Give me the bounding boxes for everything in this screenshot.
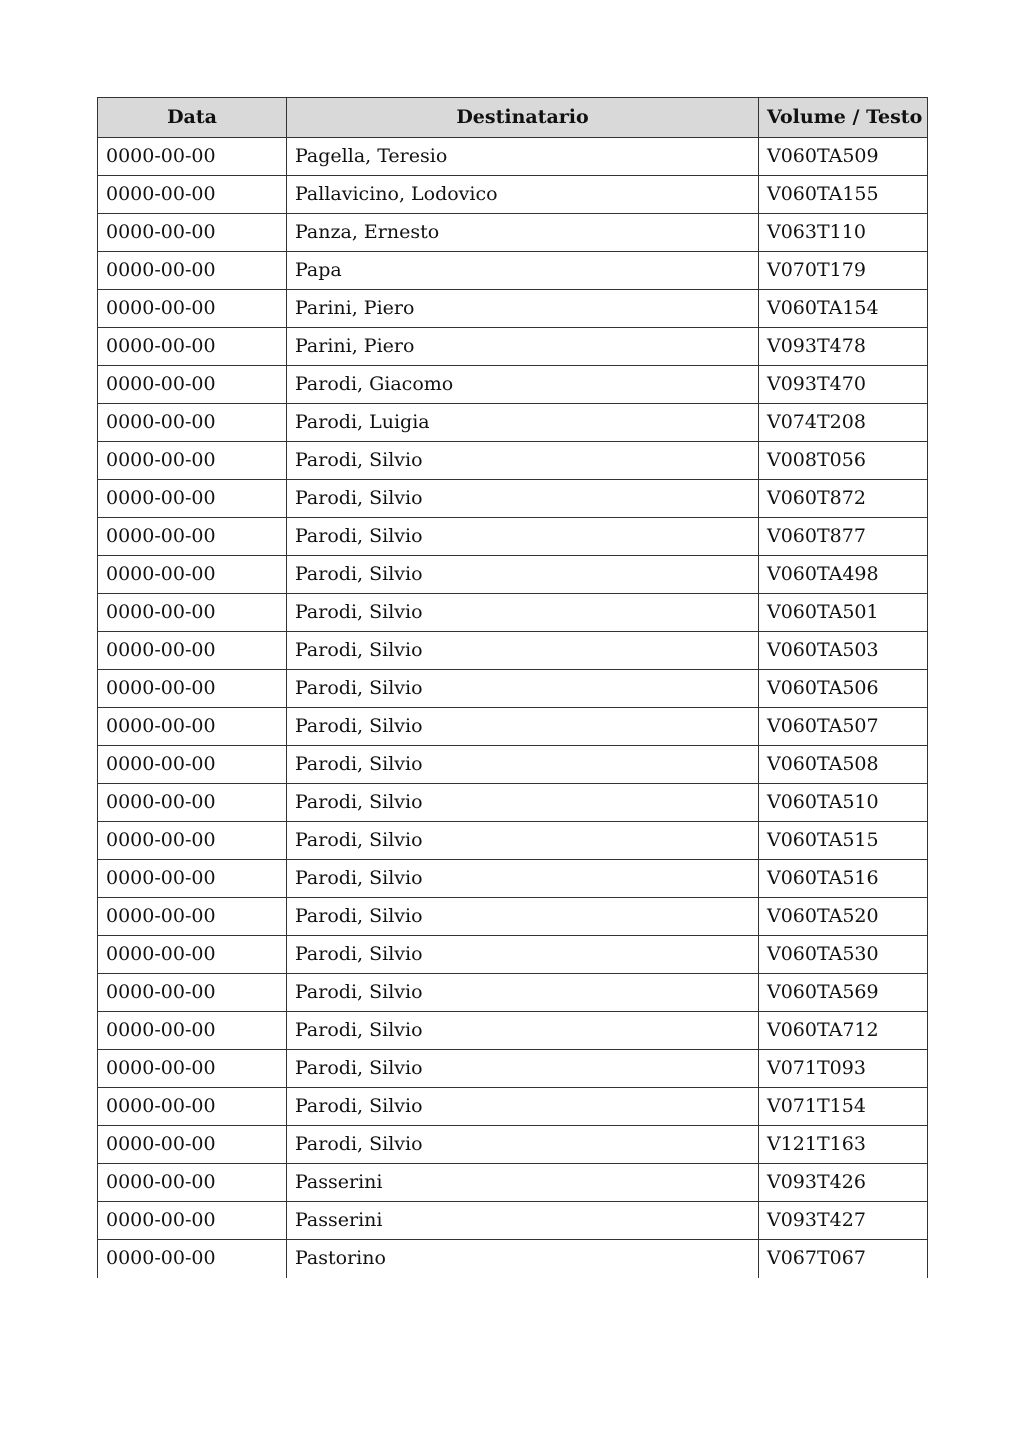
cell-date: 0000-00-00 xyxy=(98,974,287,1012)
table-row xyxy=(98,670,928,708)
table-row xyxy=(98,1202,928,1240)
table-row xyxy=(98,898,928,936)
cell-recipient: Passerini xyxy=(287,1202,759,1240)
table-header xyxy=(98,98,928,138)
table-row xyxy=(98,1240,928,1278)
cell-recipient: Parodi, Silvio xyxy=(287,784,759,822)
table-row xyxy=(98,822,928,860)
cell-volume: V060TA507 xyxy=(759,708,928,746)
table-row xyxy=(98,784,928,822)
cell-volume: V060TA520 xyxy=(759,898,928,936)
header-row xyxy=(98,98,928,138)
cell-date: 0000-00-00 xyxy=(98,442,287,480)
cell-date: 0000-00-00 xyxy=(98,1012,287,1050)
cell-volume: V071T154 xyxy=(759,1088,928,1126)
cell-date: 0000-00-00 xyxy=(98,1050,287,1088)
header-recipient: Destinatario xyxy=(287,98,759,138)
cell-volume: V074T208 xyxy=(759,404,928,442)
cell-volume: V093T478 xyxy=(759,328,928,366)
cell-recipient: Parodi, Luigia xyxy=(287,404,759,442)
cell-date: 0000-00-00 xyxy=(98,670,287,708)
cell-volume: V060TA498 xyxy=(759,556,928,594)
table-row xyxy=(98,138,928,176)
cell-date: 0000-00-00 xyxy=(98,1202,287,1240)
cell-volume: V060T872 xyxy=(759,480,928,518)
cell-volume: V060TA509 xyxy=(759,138,928,176)
cell-date: 0000-00-00 xyxy=(98,632,287,670)
cell-recipient: Parodi, Silvio xyxy=(287,442,759,480)
cell-volume: V060TA503 xyxy=(759,632,928,670)
table-row xyxy=(98,1012,928,1050)
cell-recipient: Pallavicino, Lodovico xyxy=(287,176,759,214)
cell-volume: V071T093 xyxy=(759,1050,928,1088)
cell-volume: V063T110 xyxy=(759,214,928,252)
cell-recipient: Parodi, Giacomo xyxy=(287,366,759,404)
cell-date: 0000-00-00 xyxy=(98,214,287,252)
cell-recipient: Parini, Piero xyxy=(287,290,759,328)
cell-recipient: Parodi, Silvio xyxy=(287,1088,759,1126)
cell-date: 0000-00-00 xyxy=(98,1088,287,1126)
cell-volume: V060TA506 xyxy=(759,670,928,708)
cell-recipient: Parodi, Silvio xyxy=(287,746,759,784)
table-row xyxy=(98,746,928,784)
table-row xyxy=(98,290,928,328)
cell-recipient: Parini, Piero xyxy=(287,328,759,366)
letters-register-table xyxy=(97,97,928,1278)
table-row xyxy=(98,214,928,252)
cell-volume: V060TA155 xyxy=(759,176,928,214)
table-row xyxy=(98,176,928,214)
table-row xyxy=(98,252,928,290)
cell-volume: V060TA712 xyxy=(759,1012,928,1050)
cell-date: 0000-00-00 xyxy=(98,746,287,784)
cell-date: 0000-00-00 xyxy=(98,252,287,290)
table-row xyxy=(98,442,928,480)
cell-volume: V060TA510 xyxy=(759,784,928,822)
cell-recipient: Passerini xyxy=(287,1164,759,1202)
cell-recipient: Parodi, Silvio xyxy=(287,632,759,670)
cell-date: 0000-00-00 xyxy=(98,1240,287,1278)
cell-date: 0000-00-00 xyxy=(98,708,287,746)
table-row xyxy=(98,974,928,1012)
cell-recipient: Parodi, Silvio xyxy=(287,898,759,936)
cell-date: 0000-00-00 xyxy=(98,936,287,974)
table-row xyxy=(98,556,928,594)
table-row xyxy=(98,1164,928,1202)
table-row xyxy=(98,518,928,556)
cell-date: 0000-00-00 xyxy=(98,176,287,214)
cell-volume: V060TA515 xyxy=(759,822,928,860)
cell-volume: V060TA508 xyxy=(759,746,928,784)
table-row xyxy=(98,366,928,404)
cell-date: 0000-00-00 xyxy=(98,480,287,518)
cell-date: 0000-00-00 xyxy=(98,138,287,176)
cell-recipient: Parodi, Silvio xyxy=(287,594,759,632)
cell-volume: V008T056 xyxy=(759,442,928,480)
table-row xyxy=(98,632,928,670)
cell-recipient: Parodi, Silvio xyxy=(287,518,759,556)
cell-date: 0000-00-00 xyxy=(98,328,287,366)
cell-date: 0000-00-00 xyxy=(98,366,287,404)
cell-volume: V060TA516 xyxy=(759,860,928,898)
table-row xyxy=(98,1050,928,1088)
cell-volume: V093T426 xyxy=(759,1164,928,1202)
cell-volume: V060TA569 xyxy=(759,974,928,1012)
cell-recipient: Parodi, Silvio xyxy=(287,822,759,860)
cell-volume: V093T470 xyxy=(759,366,928,404)
cell-date: 0000-00-00 xyxy=(98,290,287,328)
table-row xyxy=(98,594,928,632)
table-row xyxy=(98,936,928,974)
cell-recipient: Parodi, Silvio xyxy=(287,708,759,746)
cell-volume: V121T163 xyxy=(759,1126,928,1164)
table-row xyxy=(98,1088,928,1126)
table-row xyxy=(98,404,928,442)
cell-recipient: Papa xyxy=(287,252,759,290)
cell-date: 0000-00-00 xyxy=(98,822,287,860)
cell-recipient: Parodi, Silvio xyxy=(287,480,759,518)
cell-recipient: Parodi, Silvio xyxy=(287,670,759,708)
table-row xyxy=(98,328,928,366)
cell-recipient: Parodi, Silvio xyxy=(287,556,759,594)
cell-recipient: Parodi, Silvio xyxy=(287,936,759,974)
cell-recipient: Parodi, Silvio xyxy=(287,1012,759,1050)
table-row xyxy=(98,708,928,746)
table-row xyxy=(98,480,928,518)
table-row xyxy=(98,1126,928,1164)
cell-date: 0000-00-00 xyxy=(98,898,287,936)
cell-date: 0000-00-00 xyxy=(98,594,287,632)
cell-date: 0000-00-00 xyxy=(98,404,287,442)
cell-recipient: Parodi, Silvio xyxy=(287,974,759,1012)
table-row xyxy=(98,860,928,898)
cell-recipient: Parodi, Silvio xyxy=(287,860,759,898)
cell-date: 0000-00-00 xyxy=(98,556,287,594)
cell-date: 0000-00-00 xyxy=(98,1164,287,1202)
cell-volume: V060T877 xyxy=(759,518,928,556)
cell-date: 0000-00-00 xyxy=(98,784,287,822)
cell-recipient: Parodi, Silvio xyxy=(287,1126,759,1164)
cell-volume: V070T179 xyxy=(759,252,928,290)
cell-recipient: Panza, Ernesto xyxy=(287,214,759,252)
cell-recipient: Pastorino xyxy=(287,1240,759,1278)
header-date: Data xyxy=(98,98,287,138)
header-volume: Volume / Testo xyxy=(759,98,928,138)
cell-date: 0000-00-00 xyxy=(98,860,287,898)
cell-volume: V067T067 xyxy=(759,1240,928,1278)
cell-volume: V060TA154 xyxy=(759,290,928,328)
cell-date: 0000-00-00 xyxy=(98,1126,287,1164)
cell-volume: V060TA501 xyxy=(759,594,928,632)
cell-volume: V060TA530 xyxy=(759,936,928,974)
cell-recipient: Pagella, Teresio xyxy=(287,138,759,176)
table-body xyxy=(98,138,928,1278)
cell-date: 0000-00-00 xyxy=(98,518,287,556)
cell-volume: V093T427 xyxy=(759,1202,928,1240)
cell-recipient: Parodi, Silvio xyxy=(287,1050,759,1088)
